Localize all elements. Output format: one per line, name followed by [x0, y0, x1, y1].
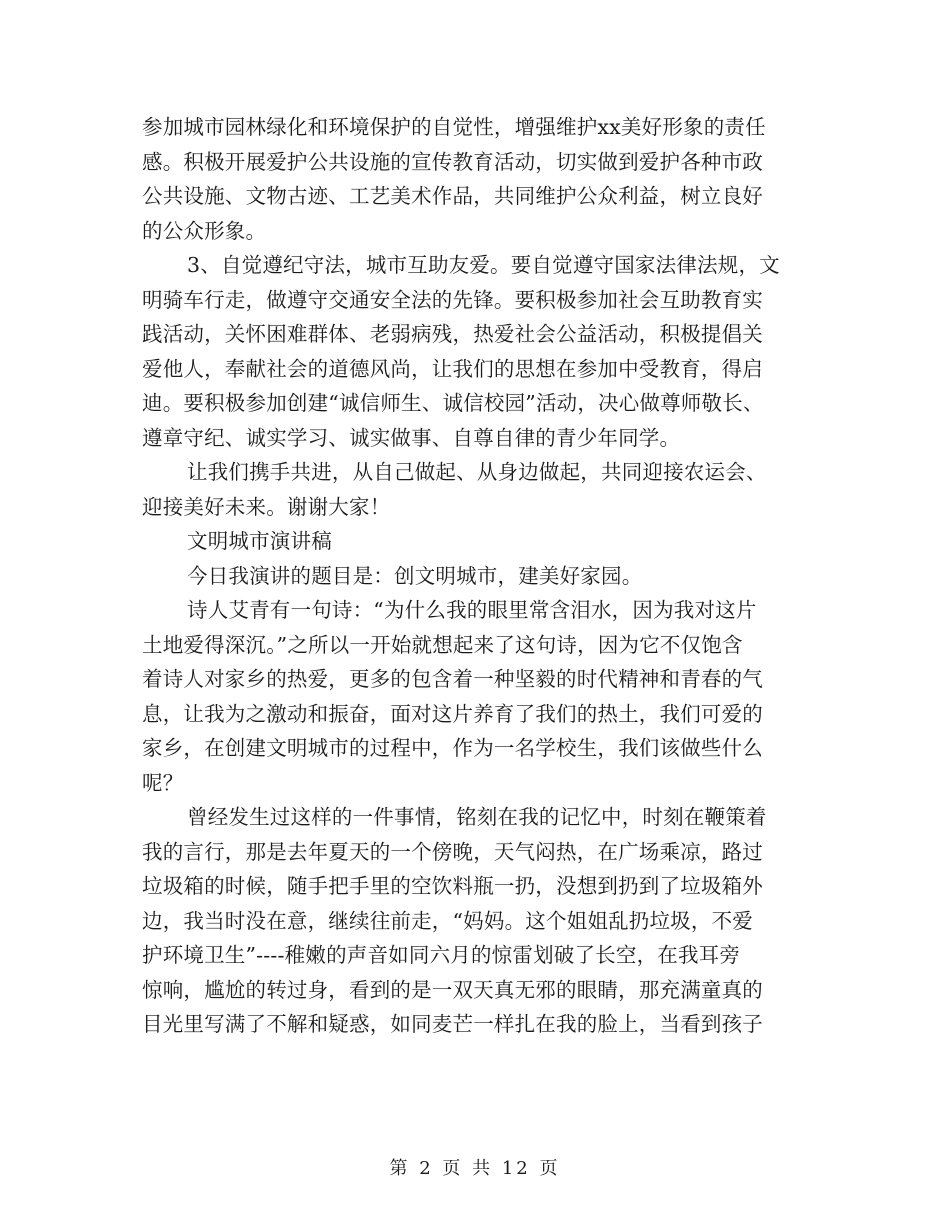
document-body	[142, 110, 812, 1042]
text-line: 遵章守纪、诚实学习、诚实做事、自尊自律的青少年同学。	[142, 425, 681, 450]
text-line: 呢？	[142, 770, 184, 795]
text-line: 垃圾箱的时候，随手把手里的空饮料瓶一扔，没想到扔到了垃圾箱外	[142, 874, 763, 898]
text-line: 爱他人，奉献社会的道德风尚，让我们的思想在参加中受教育，得启	[142, 356, 763, 381]
text-line: 着诗人对家乡的热爱，更多的包含着一种坚毅的时代精神和青春的气	[142, 667, 763, 691]
text-line: 今日我演讲的题目是：创文明城市，建美好家园。	[187, 563, 643, 588]
text-line: 息，让我为之激动和振奋，面对这片养育了我们的热土，我们可爱的	[142, 701, 763, 726]
text-line: 的公众形象。	[142, 218, 267, 243]
text-line: 边，我当时没在意，继续往前走，“妈妈。这个姐姐乱扔垃圾，不爱	[142, 908, 753, 933]
text-line: 公共设施、文物古迹、工艺美术作品，共同维护公众利益，树立良好	[142, 184, 763, 208]
text-line: 迪。要积极参加创建“诚信师生、诚信校园”活动，决心做尊师敬长、	[142, 391, 764, 415]
text-line: 惊响，尴尬的转过身，看到的是一双天真无邪的眼睛，那充满童真的	[142, 977, 763, 1002]
page-footer: 第 2 页 共 12 页	[389, 1158, 561, 1179]
text-line: 践活动，关怀困难群体、老弱病残，热爱社会公益活动，积极提倡关	[142, 322, 763, 346]
text-line: 土地爱得深沉。”之所以一开始就想起来了这句诗，因为它不仅饱含	[142, 632, 743, 657]
text-line: 感。积极开展爱护公共设施的宣传教育活动，切实做到爱护各种市政	[142, 149, 763, 174]
text-line: 参加城市园林绿化和环境保护的自觉性，增强维护xx美好形象的责任	[142, 115, 766, 139]
text-line: 家乡，在创建文明城市的过程中，作为一名学校生，我们该做些什么	[142, 736, 763, 760]
text-line: 迎接美好未来。谢谢大家！	[142, 494, 391, 519]
text-line: 曾经发生过这样的一件事情，铭刻在我的记忆中，时刻在鞭策着	[187, 805, 767, 829]
text-line: 让我们携手共进，从自己做起、从身边做起，共同迎接农运会、	[187, 460, 767, 484]
text-line: 文明城市演讲稿	[187, 529, 332, 553]
text-line: 护环境卫生”----稚嫩的声音如同六月的惊雷划破了长空，在我耳旁	[142, 943, 741, 967]
text-line: 诗人艾青有一句诗：“为什么我的眼里常含泪水，因为我对这片	[187, 598, 757, 622]
text-line: 3、自觉遵纪守法，城市互助友爱。要自觉遵守国家法律法规，文	[187, 253, 780, 277]
text-line: 我的言行，那是去年夏天的一个傍晚，天气闷热，在广场乘凉，路过	[142, 839, 763, 864]
text-line: 目光里写满了不解和疑惑，如同麦芒一样扎在我的脸上，当看到孩子	[142, 1012, 763, 1036]
text-line: 明骑车行走，做遵守交通安全法的先锋。要积极参加社会互助教育实	[142, 287, 763, 312]
